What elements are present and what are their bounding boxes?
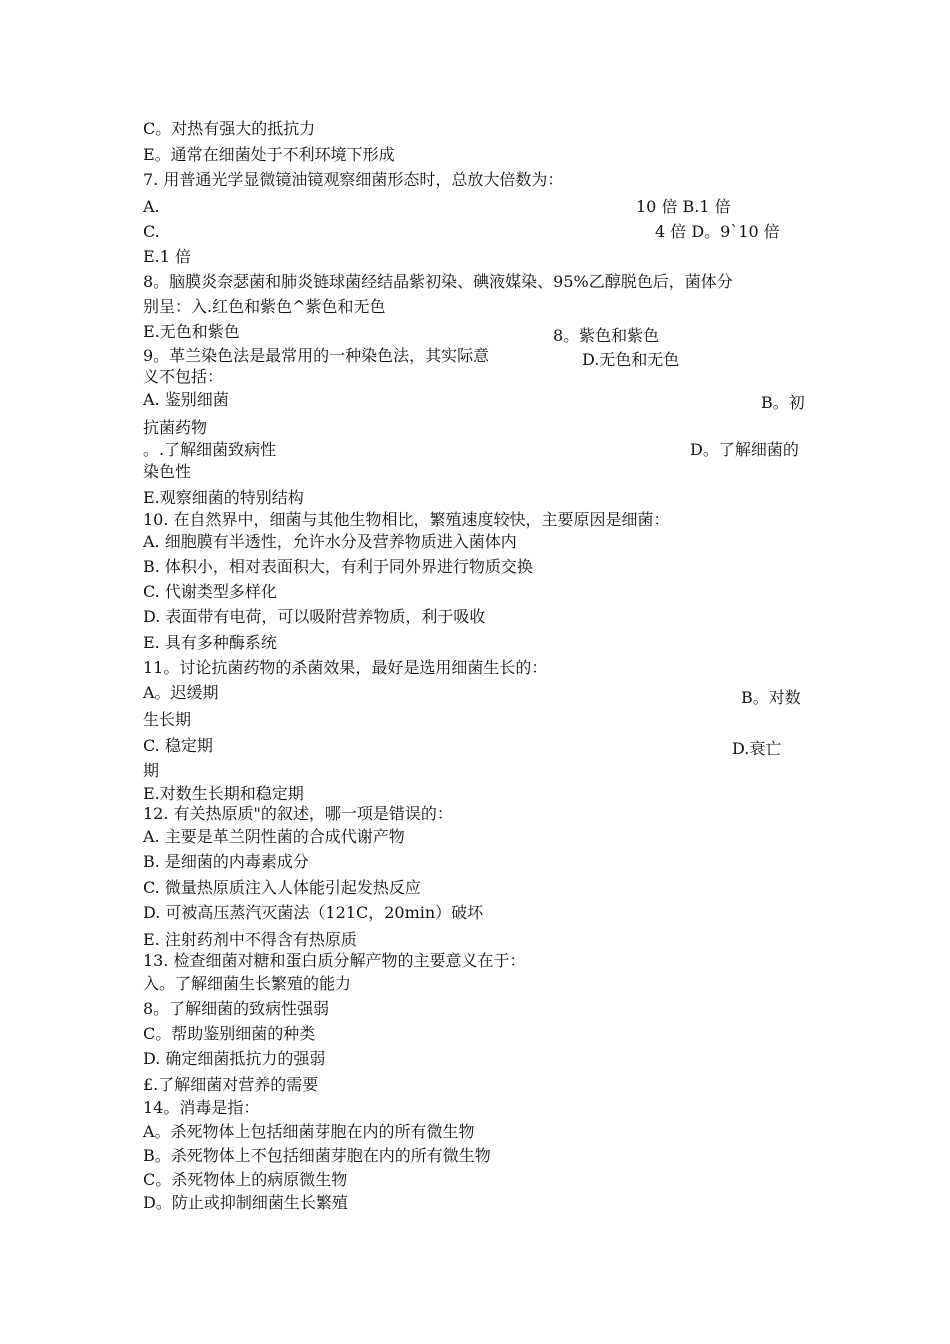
text-line: A. 细胞膜有半透性，允许水分及营养物质进入菌体内: [143, 532, 517, 551]
text-line: 13. 检查细菌对糖和蛋白质分解产物的主要意义在于：: [143, 951, 526, 970]
text-line: 10 倍 B.1 倍: [636, 197, 731, 216]
text-line: 染色性: [143, 462, 192, 481]
text-line: D。防止或抑制细菌生长繁殖: [143, 1193, 348, 1212]
text-line: D. 可被高压蒸汽灭菌法（121C，20min）破坏: [143, 903, 484, 922]
text-line: C。帮助鉴别细菌的种类: [143, 1024, 316, 1043]
text-line: 期: [143, 761, 160, 780]
text-line: D.衰亡: [732, 739, 782, 758]
text-line: C。杀死物体上的病原微生物: [143, 1170, 348, 1189]
text-line: E.无色和紫色: [143, 322, 240, 341]
text-line: 4 倍 D。9`10 倍: [655, 222, 780, 241]
text-line: A. 主要是革兰阴性菌的合成代谢产物: [143, 827, 405, 846]
text-line: D。了解细菌的: [690, 440, 799, 459]
text-line: B. 是细菌的内毒素成分: [143, 852, 309, 871]
text-line: A. 鉴别细菌: [143, 390, 229, 409]
text-line: 义不包括：: [143, 367, 224, 386]
text-line: 8。脑膜炎奈瑟菌和肺炎链球菌经结晶紫初染、碘液媒染、95%乙醇脱色后，菌体分: [143, 272, 733, 291]
text-line: B。对数: [741, 688, 801, 707]
text-line: C. 代谢类型多样化: [143, 582, 277, 601]
text-line: D.无色和无色: [582, 350, 680, 369]
text-line: 7. 用普通光学显微镜油镜观察细菌形态时，总放大倍数为：: [143, 170, 564, 189]
text-line: C. 稳定期: [143, 736, 213, 755]
text-line: 生长期: [143, 710, 192, 729]
text-line: 12. 有关热原质"的叙述，哪一项是错误的：: [143, 804, 453, 823]
text-line: E。通常在细菌处于不利环境下形成: [143, 145, 395, 164]
text-line: B。杀死物体上不包括细菌芽胞在内的所有微生物: [143, 1146, 491, 1165]
text-line: B. 体积小，相对表面积大，有利于同外界进行物质交换: [143, 557, 533, 576]
text-line: E. 具有多种酶系统: [143, 633, 277, 652]
text-line: E. 注射药剂中不得含有热原质: [143, 930, 357, 949]
text-line: A。杀死物体上包括细菌芽胞在内的所有微生物: [143, 1122, 475, 1141]
text-line: 入。了解细菌生长繁殖的能力: [143, 974, 352, 993]
text-line: 10. 在自然界中，细菌与其他生物相比，繁殖速度较快，主要原因是细菌：: [143, 510, 670, 529]
text-line: 抗菌药物: [143, 418, 208, 437]
text-line: E.观察细菌的特别结构: [143, 488, 304, 507]
text-line: 14。消毒是指：: [143, 1098, 260, 1117]
text-line: 。.了解细菌致病性: [143, 440, 277, 459]
text-line: B。初: [761, 393, 805, 412]
text-line: 别呈：入.红色和紫色^紫色和无色: [143, 297, 386, 316]
text-line: A.: [143, 197, 160, 216]
text-line: C.: [143, 222, 160, 241]
text-line: £.了解细菌对营养的需要: [143, 1075, 319, 1094]
text-line: 8。了解细菌的致病性强弱: [143, 999, 330, 1018]
text-line: D. 确定细菌抵抗力的强弱: [143, 1049, 326, 1068]
text-line: C。对热有强大的抵抗力: [143, 119, 316, 138]
text-line: E.1 倍: [143, 247, 192, 266]
text-line: 9。革兰染色法是最常用的一种染色法，其实际意: [143, 346, 490, 365]
text-line: D. 表面带有电荷，可以吸附营养物质，利于吸收: [143, 607, 486, 626]
text-line: 11。讨论抗菌药物的杀菌效果，最好是选用细菌生长的：: [143, 658, 548, 677]
text-line: C. 微量热原质注入人体能引起发热反应: [143, 878, 421, 897]
text-line: 8。紫色和紫色: [553, 326, 660, 345]
text-line: E.对数生长期和稳定期: [143, 784, 304, 803]
text-line: A。迟缓期: [143, 683, 219, 702]
